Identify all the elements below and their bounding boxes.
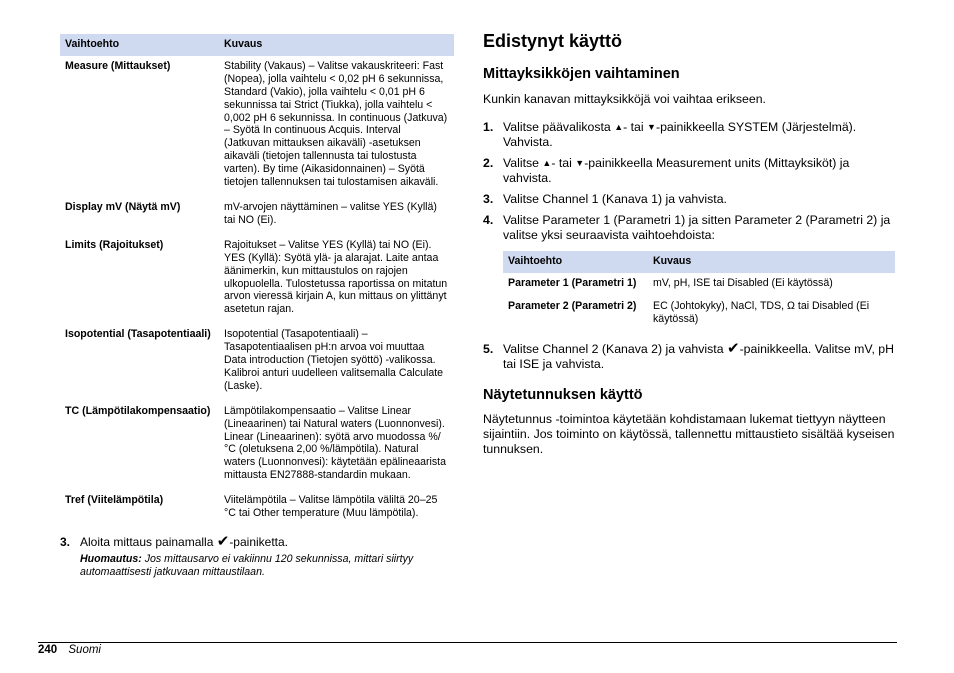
footer-language: Suomi [68, 644, 101, 656]
section-intro: Kunkin kanavan mittayksikköjä voi vaihtaa erikseen. [483, 92, 766, 106]
option-name: Display mV (Näytä mV) [65, 200, 181, 213]
page-footer [38, 644, 101, 656]
left-column [60, 34, 454, 579]
option-name: Limits (Rajoitukset) [65, 238, 164, 251]
step-number: 4. [483, 213, 494, 227]
step-text: Aloita mittaus painamalla ✔-painiketta. [80, 533, 289, 550]
note [80, 553, 454, 579]
column-header: Vaihtoehto [503, 251, 648, 273]
note-text: Jos mittausarvo ei vakiinnu 120 sekunnissa, mittari siirtyy automaattisesti jatkuvaan mittaustilaan. [80, 553, 414, 578]
table-row [60, 324, 454, 401]
option-name: Parameter 2 (Parametri 2) [508, 300, 637, 312]
step-number: 1. [483, 120, 494, 134]
step-4 [483, 213, 897, 243]
table-row [60, 490, 454, 528]
section-heading-sample-id: Näytetunnuksen käyttö [483, 387, 643, 403]
step-text: Valitse ▲- tai ▼-painikkeella Measurement units (Mittayksiköt) ja vahvista. [503, 156, 850, 185]
column-header: Kuvaus [219, 34, 454, 56]
step-2 [483, 156, 897, 186]
option-description: Stability (Vakaus) – Valitse vakauskriteeri: Fast (Nopea), jolla vaihtelu < 0,02 pH 6 sekunnissa, Standard (Vakio), jolla vaihtelu < 0,01 pH 6 sekunnissa tai Strict (Tiukka), jolla vaihtelu < 0,002 pH 6 sekunnissa. In continuous (Jatkuva) – Syötä In continuous Acquis. Interval (Jatkuvan mittauksen aikaväli) -asetuksen aikaväli (tietojen tallennusta tai tulostusta varten). By time (Aikasidonnainen) – Syötä tietojen tallennuksen tai tulostamisen aikaväli. [224, 59, 448, 189]
option-name: Measure (Mittaukset) [65, 59, 171, 72]
right-column [483, 30, 897, 457]
table-row [60, 401, 454, 490]
table-row [503, 296, 895, 332]
steps-list-continued [483, 342, 897, 372]
up-arrow-icon: ▲ [614, 122, 624, 132]
table-row [503, 273, 895, 296]
step-1 [483, 120, 897, 150]
down-arrow-icon: ▼ [647, 122, 656, 132]
page-title: Edistynyt käyttö [483, 31, 623, 51]
option-description: Rajoitukset – Valitse YES (Kyllä) tai NO (Ei). YES (Kyllä): Syötä ylä- ja alarajat. Laite antaa äänimerkin, kun mittaustulos on rajojen ulkopuolella. Tulostetussa raportissa on mitatun arvon vieressä kirjain A, kun mittaus on ylittänyt asetetun rajan. [224, 238, 448, 316]
step-text: Valitse Channel 2 (Kanava 2) ja vahvista ✔-painikkeella. Valitse mV, pH tai ISE ja vahvista. [503, 340, 895, 371]
page-number: 240 [38, 644, 58, 656]
option-description: Isopotential (Tasapotentiaali) – Tasapotentiaalisen pH:n arvoa voi muuttaa Data introduction (Tietojen syöttö) -valikossa. Kalibroi anturi uudelleen valitsemalla Calculate (Laske). [224, 328, 444, 392]
section-heading-units: Mittayksikköjen vaihtaminen [483, 66, 680, 82]
option-description: mV, pH, ISE tai Disabled (Ei käytössä) [653, 277, 833, 289]
step-number: 3. [60, 535, 71, 549]
option-description: mV-arvojen näyttäminen – valitse YES (Kyllä) tai NO (Ei). [224, 200, 437, 226]
step-text: Valitse Parameter 1 (Parametri 1) ja sitten Parameter 2 (Parametri 2) ja valitse yksi seuraavista vaihtoehdoista: [503, 213, 891, 242]
option-name: Tref (Viitelämpötila) [65, 494, 164, 507]
step-text: Valitse Channel 1 (Kanava 1) ja vahvista. [503, 192, 727, 206]
option-name: TC (Lämpötilakompensaatio) [65, 404, 211, 417]
step-number: 3. [483, 192, 494, 206]
option-description: Viitelämpötila – Valitse lämpötila väliltä 20–25 °C tai Other temperature (Muu lämpötila). [224, 494, 438, 520]
table-row [60, 235, 454, 324]
footer-divider [38, 642, 897, 643]
table-header-row [503, 251, 895, 273]
table-row [60, 56, 454, 197]
step-3 [60, 535, 454, 549]
checkmark-icon: ✔ [216, 533, 230, 550]
column-header: Vaihtoehto [60, 34, 219, 56]
table-header-row [60, 34, 454, 56]
step-3 [483, 192, 897, 207]
option-name: Parameter 1 (Parametri 1) [508, 277, 637, 289]
step-text: Valitse päävalikosta ▲- tai ▼-painikkeella SYSTEM (Järjestelmä). Vahvista. [503, 120, 857, 149]
options-table [60, 34, 454, 528]
step-5 [483, 342, 897, 372]
option-description: Lämpötilakompensaatio – Valitse Linear (Lineaarinen) tai Natural waters (Luonnonvesi). Linear (Lineaarinen): syötä arvo muodossa %/°C (oletuksena 2,00 %/lämpötila). Natural waters (Luonnonvesi): käytetään epälineaarista mittausta EN27888-standardin mukaan. [224, 404, 447, 482]
section-body: Näytetunnus -toimintoa käytetään kohdistamaan lukemat tiettyyn näytteen sijaintiin. Jos toiminto on käytössä, tallennettu mittaustieto sisältää kyseisen tunnuksen. [483, 412, 895, 456]
step-number: 5. [483, 342, 494, 356]
note-label: Huomautus: [80, 553, 142, 565]
column-header: Kuvaus [648, 251, 895, 273]
table-row [60, 197, 454, 235]
option-description: EC (Johtokyky), NaCl, TDS, Ω tai Disabled (Ei käytössä) [653, 300, 870, 325]
checkmark-icon: ✔ [726, 340, 740, 357]
down-arrow-icon: ▼ [575, 158, 585, 168]
steps-list [483, 120, 897, 243]
up-arrow-icon: ▲ [542, 158, 552, 168]
option-name: Isopotential (Tasapotentiaali) [65, 328, 211, 341]
parameter-table [503, 251, 895, 332]
step-number: 2. [483, 156, 494, 170]
